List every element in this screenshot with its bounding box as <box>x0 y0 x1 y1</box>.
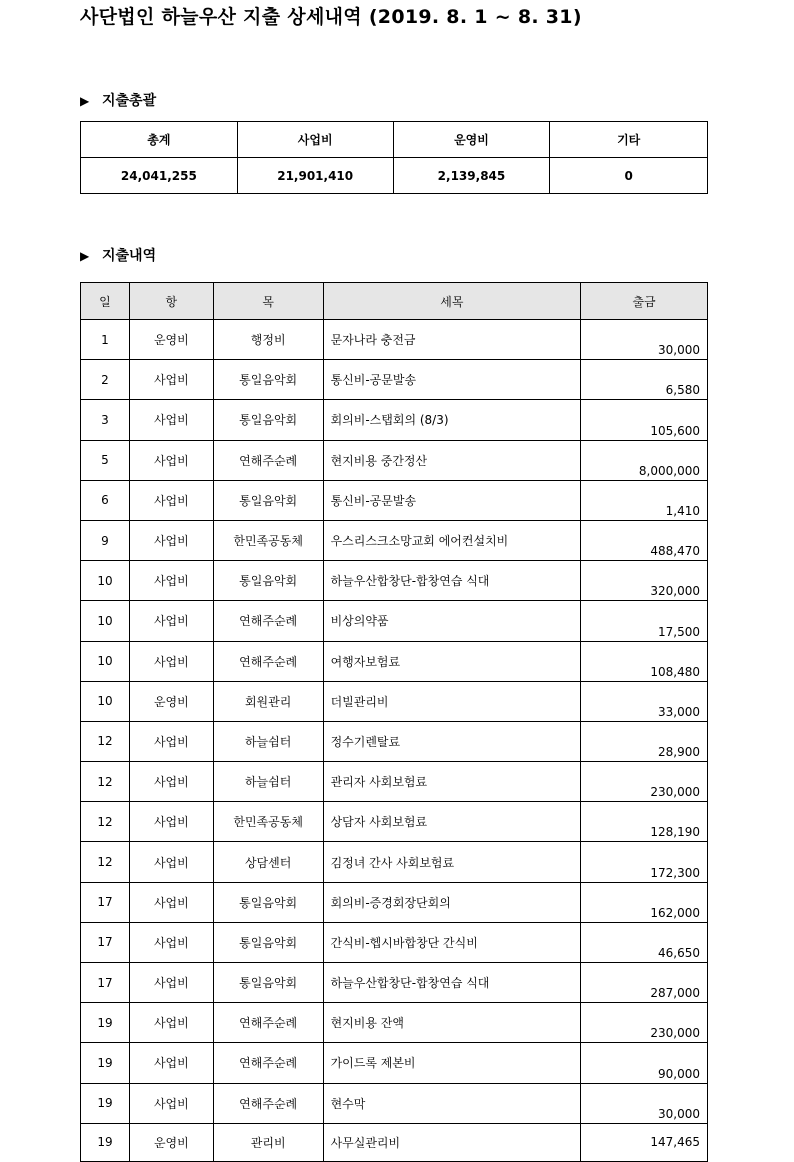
row-category: 사업비 <box>129 520 213 560</box>
row-category: 사업비 <box>129 842 213 882</box>
row-detail: 우스리스크소망교회 에어컨설치비 <box>323 520 581 560</box>
row-detail: 현지비용 중간정산 <box>323 440 581 480</box>
row-category: 사업비 <box>129 963 213 1003</box>
row-amount: 90,000 <box>581 1043 708 1083</box>
row-detail: 더빌관리비 <box>323 681 581 721</box>
summary-header-operating: 운영비 <box>393 122 550 158</box>
table-row <box>81 963 708 1003</box>
row-detail: 현지비용 잔액 <box>323 1003 581 1043</box>
row-day: 10 <box>81 561 130 601</box>
row-detail: 회의비-스탭회의 (8/3) <box>323 400 581 440</box>
table-row <box>81 360 708 400</box>
row-category: 사업비 <box>129 721 213 761</box>
row-amount: 30,000 <box>581 320 708 360</box>
summary-value-total: 24,041,255 <box>81 158 238 194</box>
row-item: 회원관리 <box>213 681 323 721</box>
row-detail: 김정녀 간사 사회보험료 <box>323 842 581 882</box>
row-item: 통일음악회 <box>213 400 323 440</box>
header-detail: 세목 <box>323 283 581 320</box>
row-item: 한민족공동체 <box>213 520 323 560</box>
row-item: 통일음악회 <box>213 561 323 601</box>
row-category: 사업비 <box>129 922 213 962</box>
row-amount: 8,000,000 <box>581 440 708 480</box>
table-row <box>81 561 708 601</box>
triangle-bullet-icon: ▶ <box>80 94 90 108</box>
row-day: 12 <box>81 802 130 842</box>
header-item: 목 <box>213 283 323 320</box>
table-row <box>81 762 708 802</box>
row-day: 12 <box>81 762 130 802</box>
row-amount: 230,000 <box>581 1003 708 1043</box>
row-amount: 320,000 <box>581 561 708 601</box>
row-detail: 회의비-증경회장단회의 <box>323 882 581 922</box>
row-day: 12 <box>81 721 130 761</box>
row-item: 연해주순례 <box>213 1003 323 1043</box>
row-day: 10 <box>81 601 130 641</box>
row-item: 연해주순례 <box>213 1043 323 1083</box>
row-day: 19 <box>81 1043 130 1083</box>
row-amount: 105,600 <box>581 400 708 440</box>
header-category: 항 <box>129 283 213 320</box>
row-category: 사업비 <box>129 360 213 400</box>
table-row <box>81 320 708 360</box>
row-detail: 정수기렌탈료 <box>323 721 581 761</box>
row-detail: 가이드록 제본비 <box>323 1043 581 1083</box>
row-detail: 하늘우산합창단-합창연습 식대 <box>323 561 581 601</box>
row-amount: 147,465 <box>581 1123 708 1161</box>
row-category: 운영비 <box>129 320 213 360</box>
detail-heading-label: 지출내역 <box>102 248 157 264</box>
summary-value-operating: 2,139,845 <box>393 158 550 194</box>
row-item: 관리비 <box>213 1123 323 1161</box>
table-row <box>81 842 708 882</box>
row-amount: 488,470 <box>581 520 708 560</box>
row-category: 사업비 <box>129 561 213 601</box>
row-day: 5 <box>81 440 130 480</box>
row-item: 하늘쉼터 <box>213 762 323 802</box>
row-day: 19 <box>81 1123 130 1161</box>
row-item: 연해주순례 <box>213 440 323 480</box>
table-row <box>81 1043 708 1083</box>
row-day: 17 <box>81 963 130 1003</box>
row-day: 12 <box>81 842 130 882</box>
summary-header-row <box>81 122 708 158</box>
row-amount: 172,300 <box>581 842 708 882</box>
row-category: 사업비 <box>129 1043 213 1083</box>
row-amount: 30,000 <box>581 1083 708 1123</box>
row-amount: 230,000 <box>581 762 708 802</box>
row-detail: 사무실관리비 <box>323 1123 581 1161</box>
row-detail: 현수막 <box>323 1083 581 1123</box>
table-row <box>81 601 708 641</box>
table-row <box>81 721 708 761</box>
row-item: 연해주순례 <box>213 601 323 641</box>
row-amount: 287,000 <box>581 963 708 1003</box>
row-amount: 28,900 <box>581 721 708 761</box>
triangle-bullet-icon: ▶ <box>80 249 90 263</box>
row-detail: 문자나라 충전금 <box>323 320 581 360</box>
row-detail: 간식비-헵시바합창단 간식비 <box>323 922 581 962</box>
row-item: 연해주순례 <box>213 1083 323 1123</box>
row-category: 사업비 <box>129 601 213 641</box>
row-amount: 33,000 <box>581 681 708 721</box>
table-row <box>81 400 708 440</box>
summary-header-other: 기타 <box>550 122 708 158</box>
row-amount: 17,500 <box>581 601 708 641</box>
row-day: 3 <box>81 400 130 440</box>
row-detail: 하늘우산합창단-합창연습 식대 <box>323 963 581 1003</box>
row-day: 17 <box>81 882 130 922</box>
row-day: 19 <box>81 1083 130 1123</box>
row-category: 운영비 <box>129 681 213 721</box>
row-detail: 관리자 사회보험료 <box>323 762 581 802</box>
row-item: 통일음악회 <box>213 360 323 400</box>
row-item: 통일음악회 <box>213 922 323 962</box>
row-category: 사업비 <box>129 400 213 440</box>
summary-heading-label: 지출총괄 <box>102 93 157 109</box>
row-day: 10 <box>81 641 130 681</box>
table-row <box>81 882 708 922</box>
summary-value-row <box>81 158 708 194</box>
row-category: 사업비 <box>129 1003 213 1043</box>
detail-heading <box>80 245 156 265</box>
row-day: 10 <box>81 681 130 721</box>
page-title: 사단법인 하늘우산 지출 상세내역 (2019. 8. 1 ~ 8. 31) <box>80 6 582 28</box>
row-category: 사업비 <box>129 1083 213 1123</box>
row-category: 사업비 <box>129 762 213 802</box>
row-item: 통일음악회 <box>213 963 323 1003</box>
row-category: 운영비 <box>129 1123 213 1161</box>
row-item: 행정비 <box>213 320 323 360</box>
row-amount: 6,580 <box>581 360 708 400</box>
detail-table-body <box>81 320 708 1162</box>
table-row <box>81 1083 708 1123</box>
summary-header-business: 사업비 <box>237 122 393 158</box>
row-amount: 108,480 <box>581 641 708 681</box>
row-amount: 46,650 <box>581 922 708 962</box>
row-item: 상담센터 <box>213 842 323 882</box>
header-amount: 출금 <box>581 283 708 320</box>
row-item: 통일음악회 <box>213 480 323 520</box>
table-row <box>81 922 708 962</box>
summary-value-business: 21,901,410 <box>237 158 393 194</box>
row-detail: 통신비-공문발송 <box>323 480 581 520</box>
row-category: 사업비 <box>129 480 213 520</box>
summary-table <box>80 121 708 194</box>
row-item: 하늘쉼터 <box>213 721 323 761</box>
row-detail: 상담자 사회보험료 <box>323 802 581 842</box>
row-item: 한민족공동체 <box>213 802 323 842</box>
detail-table <box>80 282 708 1162</box>
summary-value-other: 0 <box>550 158 708 194</box>
row-amount: 128,190 <box>581 802 708 842</box>
row-day: 9 <box>81 520 130 560</box>
summary-heading <box>80 90 156 110</box>
row-category: 사업비 <box>129 641 213 681</box>
table-row <box>81 1003 708 1043</box>
table-row <box>81 802 708 842</box>
row-day: 19 <box>81 1003 130 1043</box>
row-detail: 통신비-공문발송 <box>323 360 581 400</box>
row-item: 통일음악회 <box>213 882 323 922</box>
row-day: 17 <box>81 922 130 962</box>
table-row <box>81 681 708 721</box>
row-detail: 비상의약품 <box>323 601 581 641</box>
detail-header-row <box>81 283 708 320</box>
table-row <box>81 440 708 480</box>
row-amount: 1,410 <box>581 480 708 520</box>
row-category: 사업비 <box>129 802 213 842</box>
row-day: 2 <box>81 360 130 400</box>
row-day: 1 <box>81 320 130 360</box>
row-day: 6 <box>81 480 130 520</box>
summary-header-total: 총계 <box>81 122 238 158</box>
row-amount: 162,000 <box>581 882 708 922</box>
table-row <box>81 520 708 560</box>
table-row <box>81 641 708 681</box>
row-item: 연해주순례 <box>213 641 323 681</box>
row-category: 사업비 <box>129 882 213 922</box>
table-row <box>81 480 708 520</box>
table-row <box>81 1123 708 1161</box>
row-detail: 여행자보험료 <box>323 641 581 681</box>
row-category: 사업비 <box>129 440 213 480</box>
header-day: 일 <box>81 283 130 320</box>
